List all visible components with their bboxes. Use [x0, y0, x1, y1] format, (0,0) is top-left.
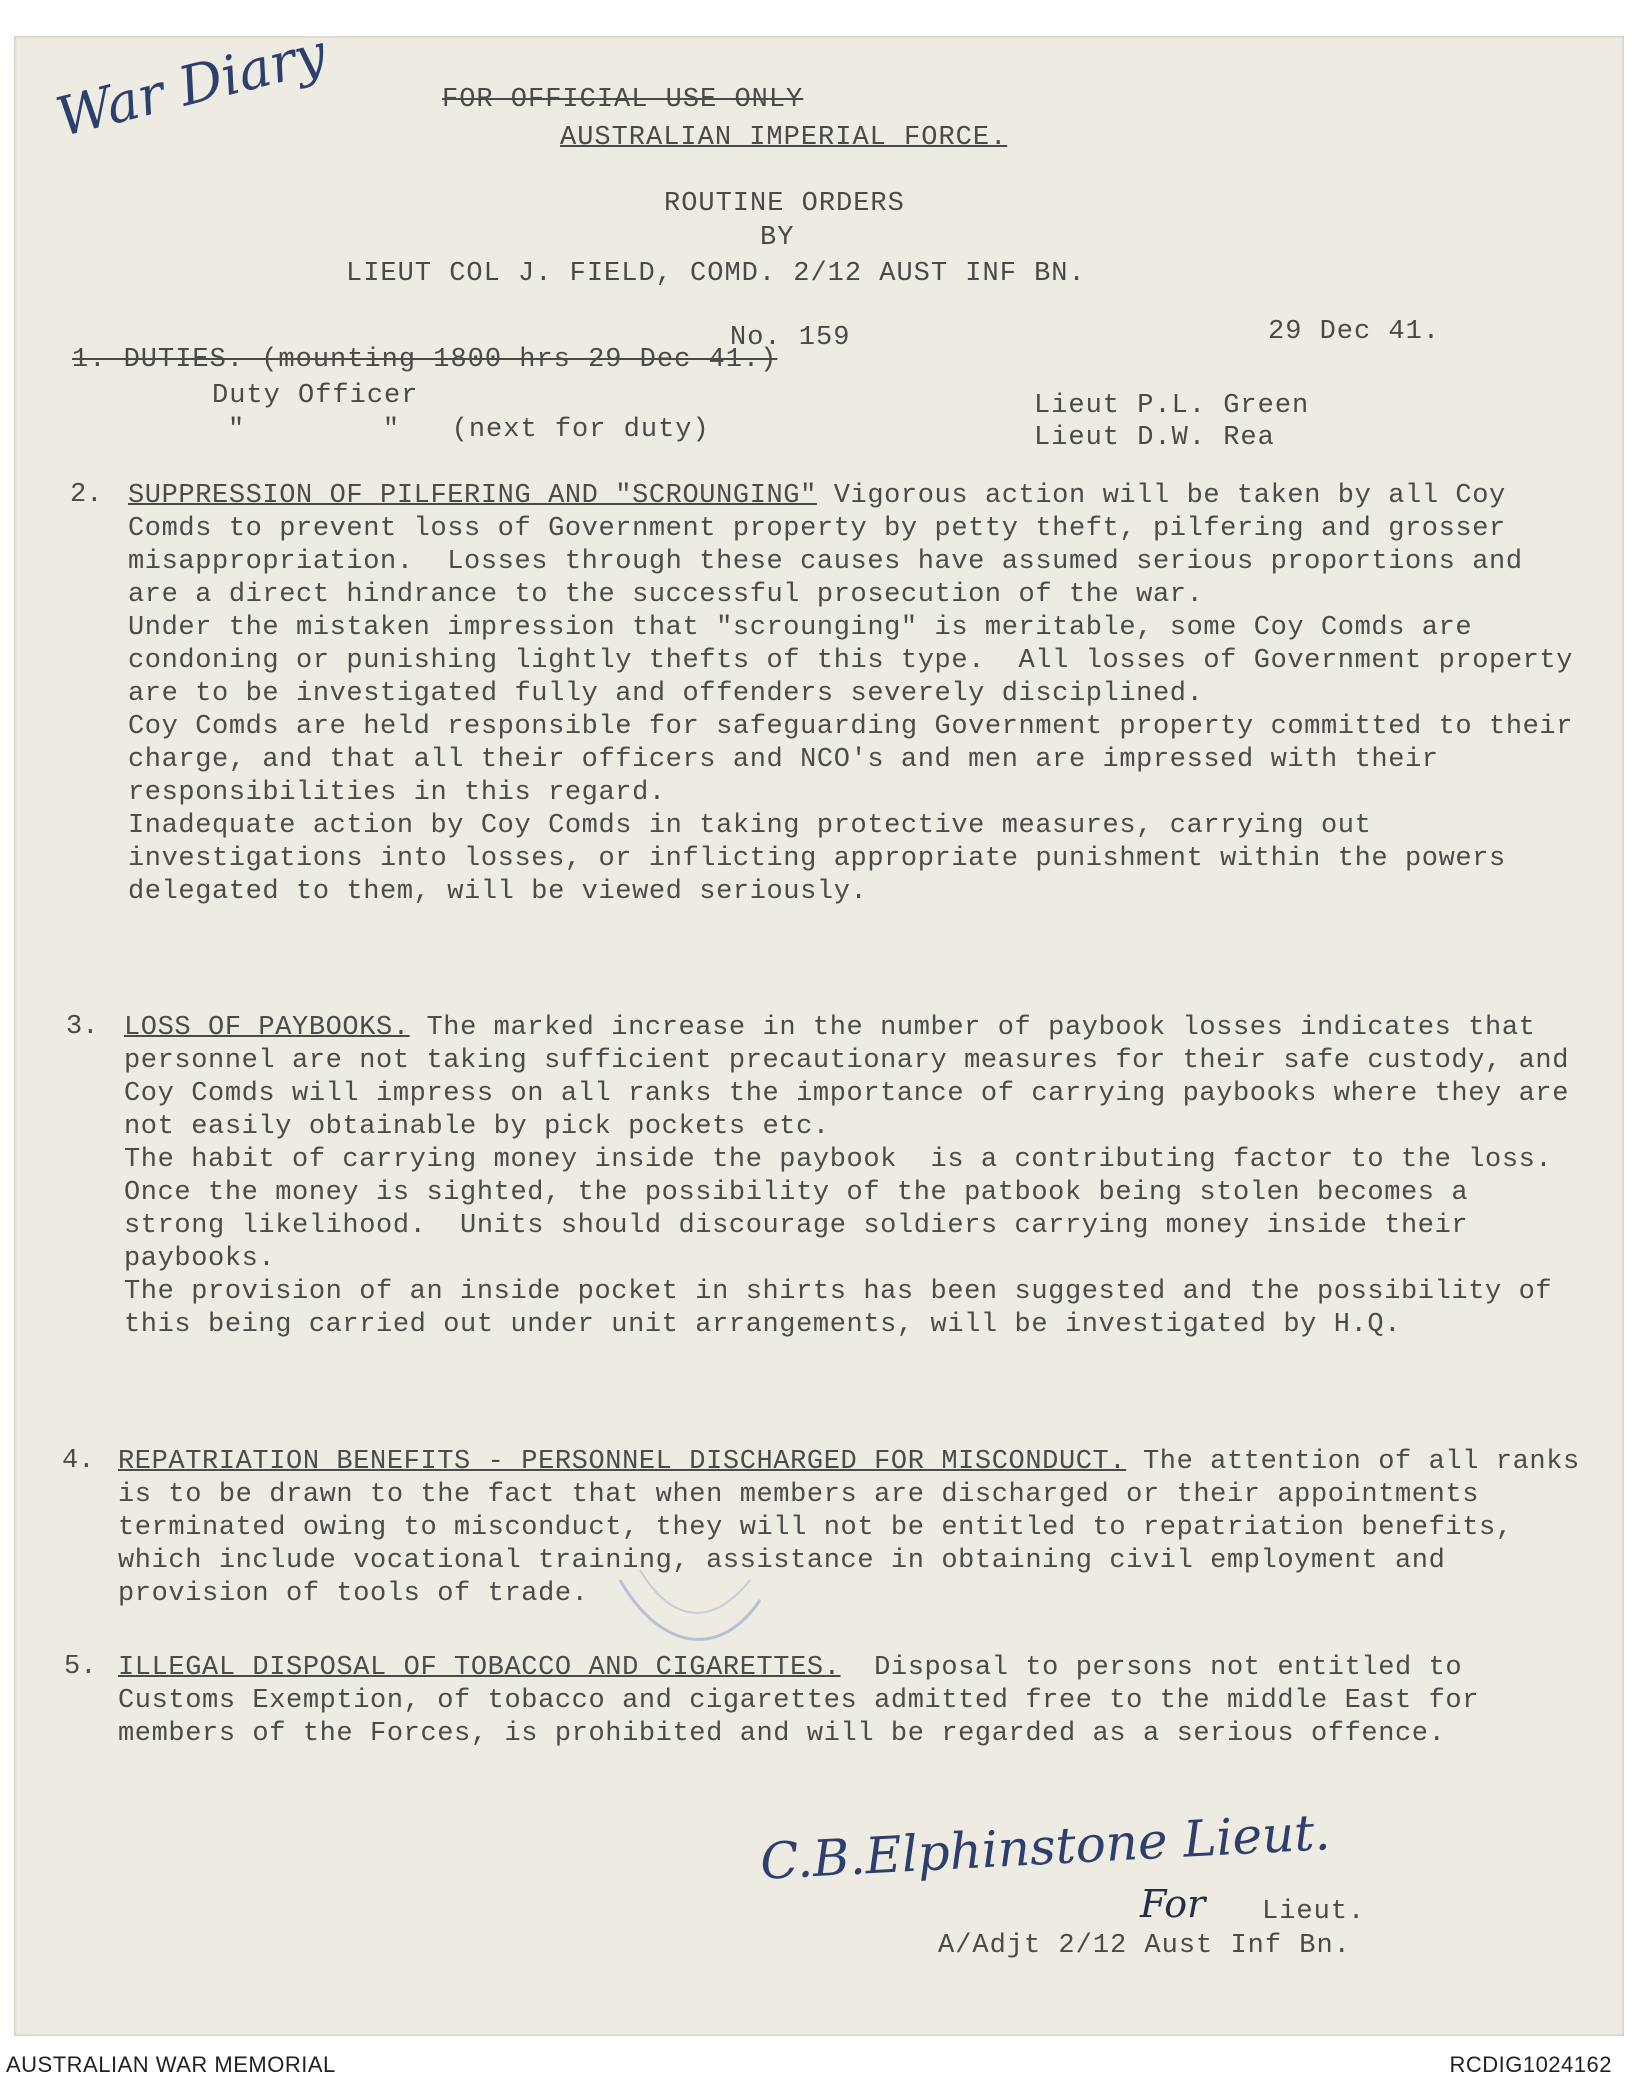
signature: C.B.Elphinstone Lieut.: [758, 1803, 1332, 1891]
item-2-text: Vigorous action will be taken by all Coy Comds to prevent loss of Government property by petty theft, pilfering and grosser misappropriation. Losses through these causes have assumed serious proportions and are a direct hindrance to the successful prosecution of the war. Under the mistaken impression that "scrounging" is meritable, some Coy Comds are condoning or punishing lightly thefts of this type. All losses of Government property are to be investigated fully and offenders severely disciplined. Coy Comds are held responsible for safeguarding Government property committed to their charge, and that all their officers and NCO's and men are impressed with their responsibilities in this regard. Inadequate action by Coy Comds in taking protective measures, carrying out investigations into losses, or inflicting appropriate punishment within the powers delegated to them, will be viewed seriously.: [128, 481, 1574, 907]
duty-name-1: Lieut P.L. Green: [1034, 391, 1310, 421]
item-5-number: 5.: [64, 1652, 97, 1682]
item-2-heading: SUPPRESSION OF PILFERING AND "SCROUNGING": [128, 481, 817, 511]
item-5-heading: ILLEGAL DISPOSAL OF TOBACCO AND CIGARETTES.: [118, 1653, 841, 1683]
item-3-text: The marked increase in the number of paybook losses indicates that personnel are not taking sufficient precautionary measures for their safe custody, and Coy Comds will impress on all ranks the importance of carrying paybooks where they are not easily obtainable by pick pockets etc. The habit of carrying money inside the paybook is a contributing factor to the loss. Once the money is sighted, the possibility of the patbook being stolen becomes a strong likelihood. Units should discourage soldiers carrying money inside their paybooks. The provision of an inside pocket in shirts has been suggested and the possibility of this being carried out under unit arrangements, will be investigated by H.Q.: [124, 1013, 1570, 1340]
footer-institution: AUSTRALIAN WAR MEMORIAL: [6, 2052, 336, 2077]
item-3-number: 3.: [66, 1012, 99, 1042]
item-2-paragraph: [128, 480, 1583, 909]
pencil-mark: [600, 1560, 780, 1670]
duty-name-2: Lieut D.W. Rea: [1034, 423, 1275, 453]
order-number: No. 159: [730, 323, 851, 353]
duty-role-1: Duty Officer: [212, 381, 419, 411]
item-5-text: Disposal to persons not entitled to Customs Exemption, of tobacco and cigarettes admitted free to the middle East for members of the Forces, is prohibited and will be regarded as a serious offence.: [118, 1653, 1496, 1749]
commander-line: LIEUT COL J. FIELD, COMD. 2/12 AUST INF BN.: [346, 259, 1086, 289]
duties-heading: 1. DUTIES. (mounting 1800 hrs 29 Dec 41.): [72, 345, 778, 375]
item-4-text: The attention of all ranks is to be drawn to the fact that when members are discharged or their appointments terminated owing to misconduct, they will not be entitled to repatriation benefits, which include vocational training, assistance in obtaining civil employment and provision of tools of trade.: [118, 1447, 1597, 1609]
duty-role-2: " " (next for duty): [228, 415, 710, 445]
document-by: BY: [760, 223, 795, 253]
item-3-heading: LOSS OF PAYBOOKS.: [124, 1013, 410, 1043]
signature-appointment: A/Adjt 2/12 Aust Inf Bn.: [938, 1931, 1351, 1961]
item-4-paragraph: [118, 1446, 1597, 1611]
force-name: AUSTRALIAN IMPERIAL FORCE.: [560, 123, 1008, 153]
signature-for: For: [1140, 1882, 1206, 1926]
signature-rank: Lieut.: [1262, 1897, 1366, 1927]
item-3-paragraph: [124, 1012, 1584, 1342]
item-4-heading: REPATRIATION BENEFITS - PERSONNEL DISCHARGED FOR MISCONDUCT.: [118, 1447, 1127, 1477]
handwritten-note: War Diary: [50, 21, 333, 150]
document-title: ROUTINE ORDERS: [664, 189, 905, 219]
item-5-paragraph: [118, 1652, 1518, 1751]
footer-catalogue-id: RCDIG1024162: [1449, 2052, 1612, 2077]
order-date: 29 Dec 41.: [1268, 317, 1441, 347]
item-2-number: 2.: [70, 480, 103, 510]
item-4-number: 4.: [62, 1446, 95, 1476]
official-use-line: FOR OFFICIAL USE ONLY: [442, 85, 804, 115]
